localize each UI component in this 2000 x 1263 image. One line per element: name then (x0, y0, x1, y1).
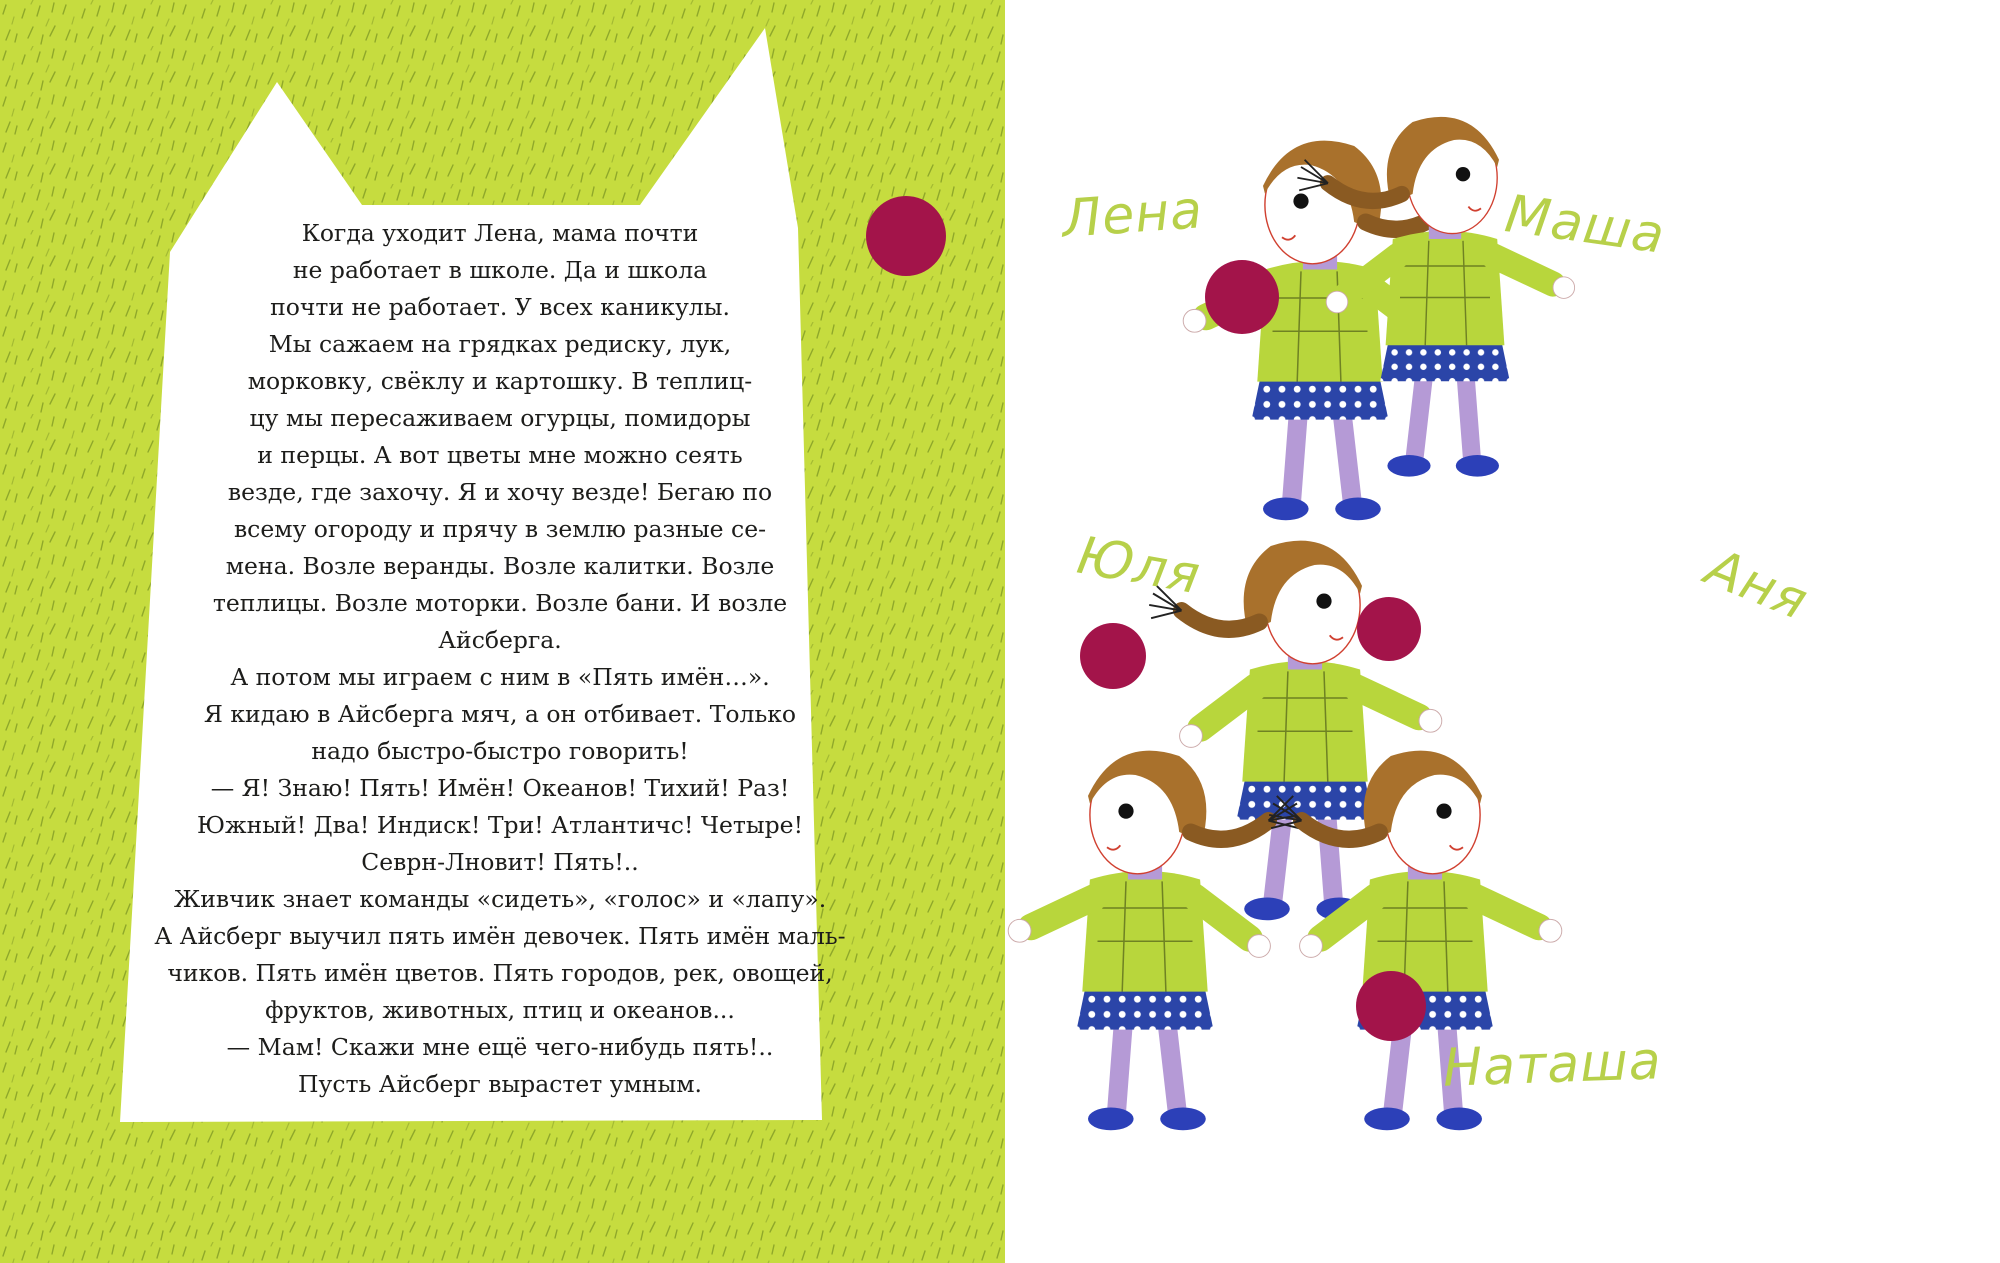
story-line: везде, где захочу. Я и хочу везде! Бегаю по (227, 478, 773, 506)
story-line: и перцы. А вот цветы мне можно сеять (257, 441, 743, 469)
story-line: чиков. Пять имён цветов. Пять городов, рек, овощей, (167, 959, 833, 987)
story-line: Когда уходит Лена, мама почти (301, 219, 699, 247)
story-line: почти не работает. У всех каникулы. (270, 293, 730, 321)
name-lena: Лена (1060, 180, 1205, 250)
story-line: Айсберга. (438, 626, 562, 654)
story-line: цу мы пересаживаем огурцы, помидоры (249, 404, 751, 432)
story-line: фруктов, животных, птиц и океанов... (265, 996, 735, 1024)
story-line: — Мам! Скажи мне ещё чего-нибудь пять!.. (226, 1033, 774, 1061)
story-line: Я кидаю в Айсберга мяч, а он отбивает. Только (203, 700, 797, 728)
story-line: теплицы. Возле моторки. Возле бани. И возле (212, 589, 788, 617)
story-line: Севрн-Лновит! Пять!.. (361, 848, 639, 876)
ball-yulya (1080, 623, 1146, 689)
story-line: — Я! Знаю! Пять! Имён! Океанов! Тихий! Раз! (210, 774, 790, 802)
story-line: не работает в школе. Да и школа (292, 256, 708, 284)
right-page (1005, 0, 2000, 1263)
story-line: Мы сажаем на грядках редиску, лук, (268, 330, 732, 358)
story-line: А потом мы играем с ним в «Пять имён…». (230, 663, 770, 691)
ball-masha (1205, 260, 1279, 334)
story-line: Пусть Айсберг вырастет умным. (298, 1070, 702, 1098)
story-line: всему огороду и прячу в землю разные се- (233, 515, 767, 543)
ball-anya (1357, 597, 1421, 661)
name-yulya: Юля (1072, 525, 1205, 607)
story-line: морковку, свёклу и картошку. В теплиц- (247, 367, 753, 395)
story-line: Живчик знает команды «сидеть», «голос» и «лапу». (173, 885, 827, 913)
name-masha: Маша (1501, 184, 1669, 266)
story-line: надо быстро-быстро говорить! (311, 737, 689, 765)
name-natasha: Наташа (1442, 1031, 1663, 1099)
story-text (100, 215, 900, 1103)
ball-natasha (1356, 971, 1426, 1041)
name-anya: Аня (1697, 537, 1817, 633)
story-line: Южный! Два! Индиск! Три! Атлантичс! Четыре! (196, 811, 804, 839)
story-line: мена. Возле веранды. Возле калитки. Возле (225, 552, 775, 580)
story-line: А Айсберг выучил пять имён девочек. Пять имён маль- (154, 922, 846, 950)
